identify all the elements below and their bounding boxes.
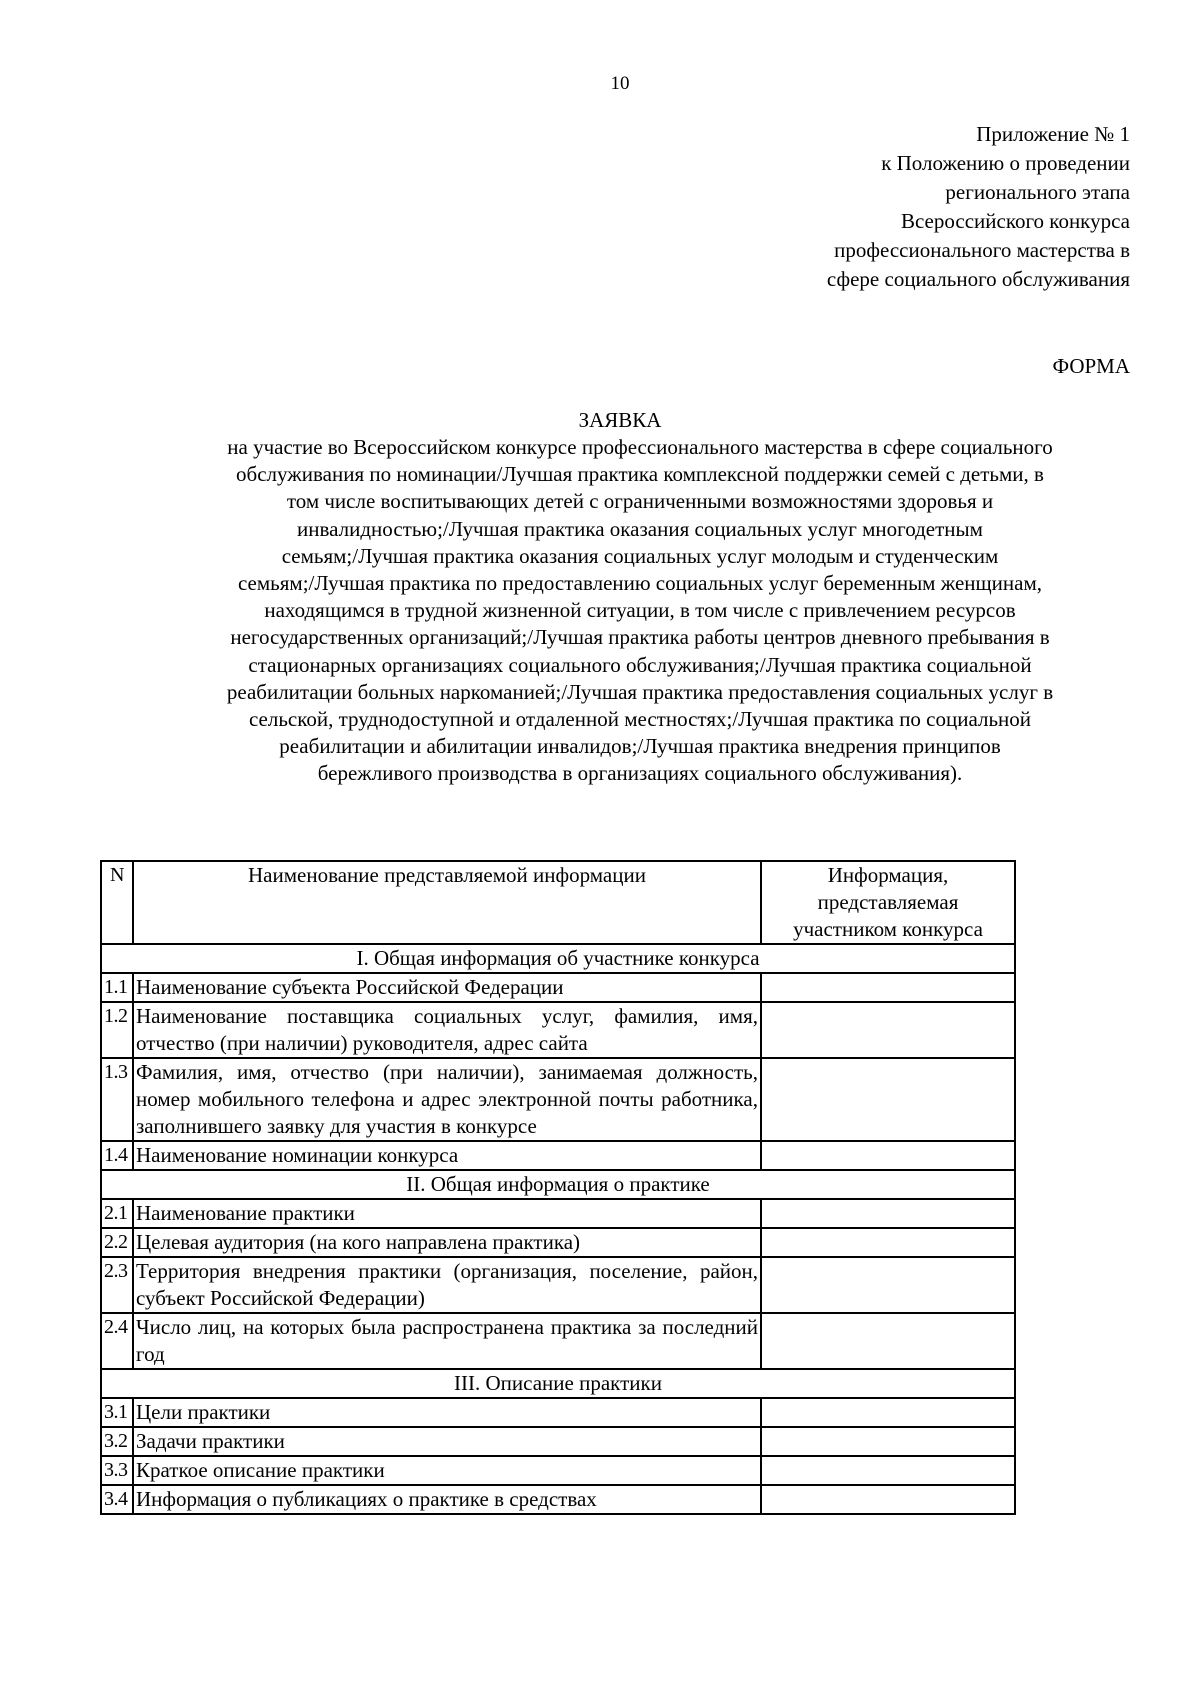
table-header-row — [101, 861, 1015, 944]
header-info — [761, 861, 1015, 944]
row-text: Фамилия, имя, отчество (при наличии), занимаемая должность, номер мобильного телефона и адрес электронной почты работника, заполнившего заявку для участия в конкурсе — [133, 1058, 761, 1141]
row-num: 1.4 — [101, 1141, 133, 1170]
row-num: 1.3 — [101, 1058, 133, 1141]
document-title: ЗАЯВКА — [578, 408, 662, 432]
subtitle-line: инвалидностью;/Лучшая практика оказания социальных услуг многодетным — [297, 516, 983, 541]
table-row — [101, 1002, 1015, 1058]
row-text: Наименование субъекта Российской Федерации — [133, 973, 761, 1002]
appendix-line: Всероссийского конкурса — [900, 209, 1130, 233]
subtitle-line: стационарных организациях социального обслуживания;/Лучшая практика социальной — [248, 652, 1032, 677]
appendix-line: профессионального мастерства в — [834, 238, 1130, 262]
subtitle-line: семьям;/Лучшая практика оказания социальных услуг молодым и студенческим — [281, 543, 999, 568]
appendix-line: к Положению о проведении — [881, 151, 1130, 175]
row-num: 3.1 — [101, 1398, 133, 1427]
section-title: II. Общая информация о практике — [101, 1170, 1015, 1199]
header-info-line: представляемая — [817, 890, 959, 914]
row-num: 3.4 — [101, 1485, 133, 1514]
table-row — [101, 1228, 1015, 1257]
row-num: 2.1 — [101, 1199, 133, 1228]
row-text: Число лиц, на которых была распространена практика за последний год — [133, 1313, 761, 1369]
subtitle-line: сельской, труднодоступной и отдаленной местностях;/Лучшая практика по социальной — [248, 707, 1032, 732]
row-info-cell[interactable] — [761, 1199, 1015, 1228]
row-text: Цели практики — [133, 1398, 761, 1427]
row-info-cell[interactable] — [761, 973, 1015, 1002]
subtitle-line: на участие во Всероссийском конкурсе профессионального мастерства в сфере социального — [227, 435, 1053, 459]
subtitle-line: семьям;/Лучшая практика по предоставлению социальных услуг беременным женщинам, — [237, 571, 1043, 596]
appendix-block — [610, 120, 1130, 294]
page-number: 10 — [610, 73, 630, 94]
table-row — [101, 1313, 1015, 1369]
appendix-line: Приложение № 1 — [976, 122, 1130, 146]
subtitle-line: том числе воспитывающих детей с ограниченными возможностями здоровья и — [286, 489, 994, 514]
subtitle-line: бережливого производства в организациях социального обслуживания). — [317, 761, 963, 786]
header-info-line: Информация, — [827, 863, 949, 887]
row-text: Наименование поставщика социальных услуг, фамилия, имя, отчество (при наличии) руководителя, адрес сайта — [133, 1002, 761, 1058]
header-num: N — [101, 861, 133, 944]
section-row — [101, 1369, 1015, 1398]
application-form-table — [100, 860, 1016, 1515]
row-info-cell[interactable] — [761, 1456, 1015, 1485]
row-info-cell[interactable] — [761, 1485, 1015, 1514]
document-subtitle — [160, 434, 1120, 788]
table-row — [101, 1141, 1015, 1170]
row-num: 3.2 — [101, 1427, 133, 1456]
row-text: Задачи практики — [133, 1427, 761, 1456]
row-info-cell[interactable] — [761, 1002, 1015, 1058]
row-num: 2.2 — [101, 1228, 133, 1257]
row-num: 2.4 — [101, 1313, 133, 1369]
header-info-line: участником конкурса — [793, 917, 983, 941]
row-info-cell[interactable] — [761, 1313, 1015, 1369]
row-info-cell[interactable] — [761, 1427, 1015, 1456]
row-info-cell[interactable] — [761, 1141, 1015, 1170]
subtitle-line: реабилитации и абилитации инвалидов;/Лучшая практика внедрения принципов — [279, 734, 1001, 759]
row-num: 1.1 — [101, 973, 133, 1002]
table-row — [101, 1398, 1015, 1427]
form-label: ФОРМА — [1052, 354, 1130, 378]
section-row — [101, 944, 1015, 973]
table-row — [101, 1058, 1015, 1141]
row-text: Краткое описание практики — [133, 1456, 761, 1485]
table-row — [101, 1199, 1015, 1228]
row-text: Территория внедрения практики (организация, поселение, район, субъект Российской Федерации) — [133, 1257, 761, 1313]
table-row — [101, 973, 1015, 1002]
row-text: Наименование номинации конкурса — [133, 1141, 761, 1170]
row-text: Целевая аудитория (на кого направлена практика) — [133, 1228, 761, 1257]
row-num: 1.2 — [101, 1002, 133, 1058]
subtitle-line: реабилитации больных наркоманией;/Лучшая практика предоставления социальных услуг в — [226, 679, 1054, 704]
row-text: Информация о публикациях о практике в средствах — [133, 1485, 761, 1514]
section-title: III. Описание практики — [101, 1369, 1015, 1398]
appendix-line: регионального этапа — [945, 180, 1130, 204]
subtitle-line: обслуживания по номинации/Лучшая практика комплексной поддержки семей с детьми, в — [236, 462, 1044, 487]
table-row — [101, 1427, 1015, 1456]
row-info-cell[interactable] — [761, 1228, 1015, 1257]
row-num: 2.3 — [101, 1257, 133, 1313]
table-row — [101, 1485, 1015, 1514]
row-info-cell[interactable] — [761, 1398, 1015, 1427]
row-num: 3.3 — [101, 1456, 133, 1485]
row-info-cell[interactable] — [761, 1257, 1015, 1313]
section-title: I. Общая информация об участнике конкурса — [101, 944, 1015, 973]
table-row — [101, 1257, 1015, 1313]
appendix-line: сфере социального обслуживания — [826, 267, 1130, 291]
row-text: Наименование практики — [133, 1199, 761, 1228]
subtitle-line: находящимся в трудной жизненной ситуации, в том числе с привлечением ресурсов — [264, 598, 1016, 623]
table-row — [101, 1456, 1015, 1485]
subtitle-line: негосударственных организаций;/Лучшая практика работы центров дневного пребывания в — [230, 625, 1050, 650]
header-name: Наименование представляемой информации — [133, 861, 761, 944]
row-info-cell[interactable] — [761, 1058, 1015, 1141]
section-row — [101, 1170, 1015, 1199]
